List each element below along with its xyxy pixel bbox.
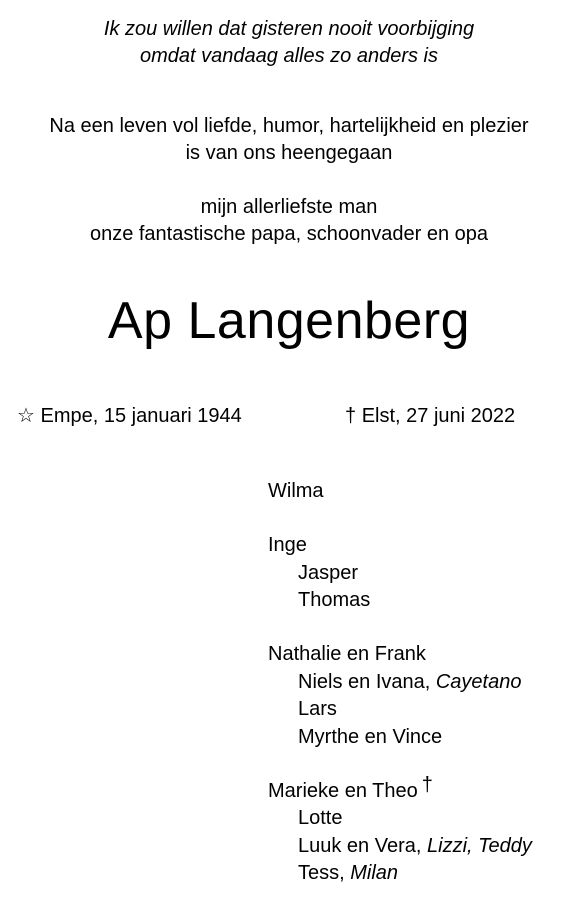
great-grandchild-name: Milan xyxy=(350,862,399,884)
family-group-marieke xyxy=(268,773,532,888)
great-grandchild-names: Lizzi, Teddy xyxy=(427,834,532,857)
family-group-nathalie xyxy=(268,641,532,751)
family-group-wife xyxy=(268,478,532,506)
announcement-intro xyxy=(0,113,578,167)
deceased-name: Ap Langenberg xyxy=(107,292,471,350)
grandchild-line xyxy=(268,669,532,697)
grandchild-name: Jasper xyxy=(298,561,359,584)
child-line xyxy=(268,773,532,806)
grandchild-names: Luuk en Vera, xyxy=(298,834,422,857)
poem-line-2: omdat vandaag alles zo anders is xyxy=(140,45,438,67)
star-icon: ☆ xyxy=(17,405,35,427)
relation-line-2: onze fantastische papa, schoonvader en opa xyxy=(89,223,489,245)
child-name: Inge xyxy=(268,534,307,556)
grandchild-name: Myrthe en Vince xyxy=(298,725,443,748)
child-name: Marieke en Theo xyxy=(268,779,418,802)
grandchild-name: Thomas xyxy=(298,589,371,611)
wife-name: Wilma xyxy=(268,480,324,502)
relation-line-1: mijn allerliefste man xyxy=(200,196,378,218)
intro-line-1: Na een leven vol liefde, humor, hartelijkheid en plezier xyxy=(49,115,529,137)
grandchild-name: Lars xyxy=(298,698,337,720)
child-name: Nathalie en Frank xyxy=(268,643,426,665)
cross-icon: † xyxy=(421,773,433,796)
death-info xyxy=(345,403,515,430)
family-list xyxy=(268,478,532,914)
birth-text: Empe, 15 januari 1944 xyxy=(40,405,242,427)
grandchild-names: Niels en Ivana, xyxy=(298,670,431,693)
great-grandchild-name: Cayetano xyxy=(435,670,522,693)
grandchild-name: Lotte xyxy=(298,807,343,829)
death-text: Elst, 27 juni 2022 xyxy=(361,405,516,427)
grandchild-names: Tess, xyxy=(298,862,345,884)
family-group-inge xyxy=(268,532,532,615)
relation-description xyxy=(0,194,578,248)
intro-line-2: is van ons heengegaan xyxy=(185,142,393,164)
grandchild-line xyxy=(268,833,532,861)
grandchild-line xyxy=(268,860,532,888)
opening-poem xyxy=(0,16,578,70)
cross-icon: † xyxy=(345,405,357,427)
poem-line-1: Ik zou willen dat gisteren nooit voorbijging xyxy=(103,18,475,40)
birth-info xyxy=(17,403,242,430)
